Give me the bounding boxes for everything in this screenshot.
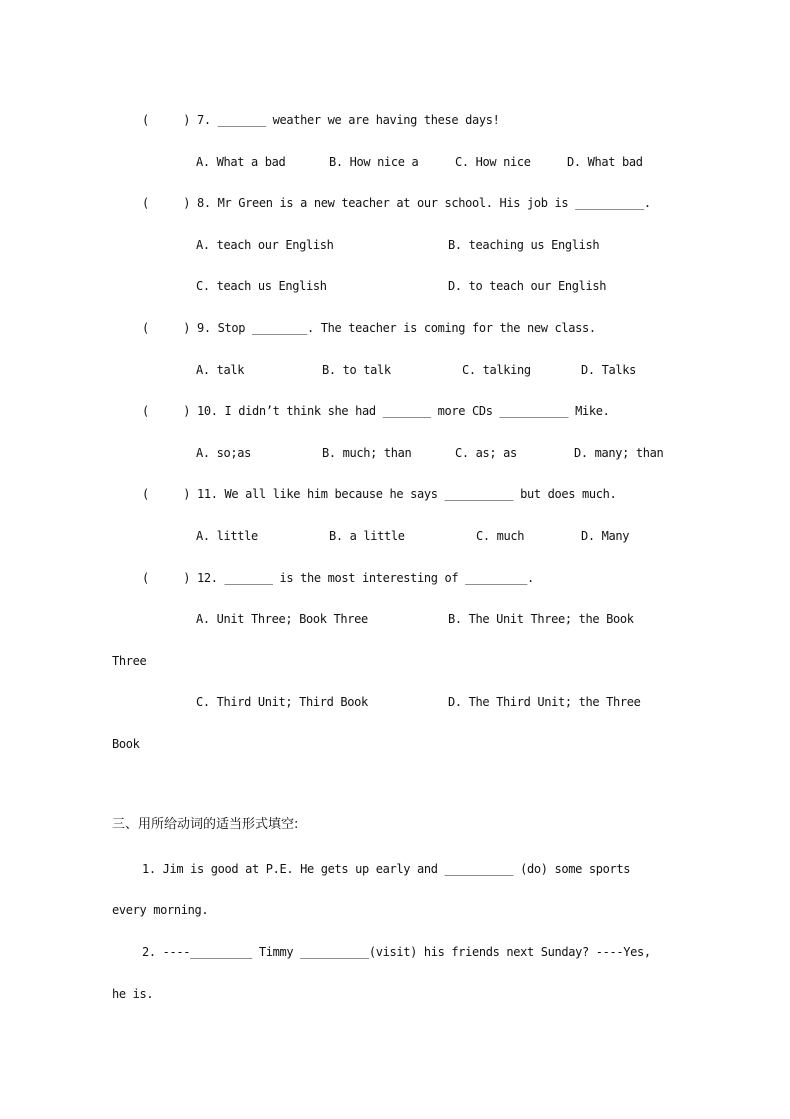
section-3-item-2-line-2: he is.	[112, 987, 154, 1001]
q9-option-a: A. talk	[196, 363, 245, 377]
q12-option-d: D. The Third Unit; the Three	[448, 695, 641, 709]
q7-option-d: D. What bad	[567, 155, 643, 169]
q10-option-a: A. so;as	[196, 446, 251, 460]
q12-option-b: B. The Unit Three; the Book	[448, 612, 634, 626]
q9-option-d: D. Talks	[581, 363, 636, 377]
q11-option-b: B. a little	[329, 529, 405, 543]
q9-stem: ( ) 9. Stop ________. The teacher is coming for the new class.	[142, 321, 596, 335]
q11-option-c: C. much	[476, 529, 525, 543]
q10-option-d: D. many; than	[574, 446, 664, 460]
q10-option-c: C. as; as	[455, 446, 517, 460]
q7-option-a: A. What a bad	[196, 155, 286, 169]
q7-stem: ( ) 7. _______ weather we are having these days!	[142, 113, 500, 127]
q11-stem: ( ) 11. We all like him because he says __________ but does much.	[142, 487, 617, 501]
q7-option-b: B. How nice a	[329, 155, 419, 169]
q12-stem: ( ) 12. _______ is the most interesting of _________.	[142, 571, 534, 585]
q10-option-b: B. much; than	[322, 446, 412, 460]
q7-option-c: C. How nice	[455, 155, 531, 169]
q8-option-a: A. teach our English	[196, 238, 334, 252]
q8-option-c: C. teach us English	[196, 279, 327, 293]
q8-stem: ( ) 8. Mr Green is a new teacher at our school. His job is __________.	[142, 196, 651, 210]
q12-option-b-wrap: Three	[112, 654, 147, 668]
q11-option-d: D. Many	[581, 529, 630, 543]
q10-stem: ( ) 10. I didn’t think she had _______ more CDs __________ Mike.	[142, 404, 610, 418]
section-3-item-1-line-1: 1. Jim is good at P.E. He gets up early and __________ (do) some sports	[142, 862, 631, 876]
q9-option-c: C. talking	[462, 363, 531, 377]
section-3-item-2-line-1: 2. ----_________ Timmy __________(visit) his friends next Sunday? ----Yes,	[142, 945, 651, 959]
q8-option-b: B. teaching us English	[448, 238, 600, 252]
q12-option-a: A. Unit Three; Book Three	[196, 612, 368, 626]
q12-option-c: C. Third Unit; Third Book	[196, 695, 368, 709]
q8-option-d: D. to teach our English	[448, 279, 607, 293]
section-3-heading: 三、用所给动词的适当形式填空:	[112, 817, 299, 832]
q11-option-a: A. little	[196, 529, 258, 543]
q12-option-d-wrap: Book	[112, 737, 140, 751]
section-3-item-1-line-2: every morning.	[112, 903, 209, 917]
q9-option-b: B. to talk	[322, 363, 391, 377]
